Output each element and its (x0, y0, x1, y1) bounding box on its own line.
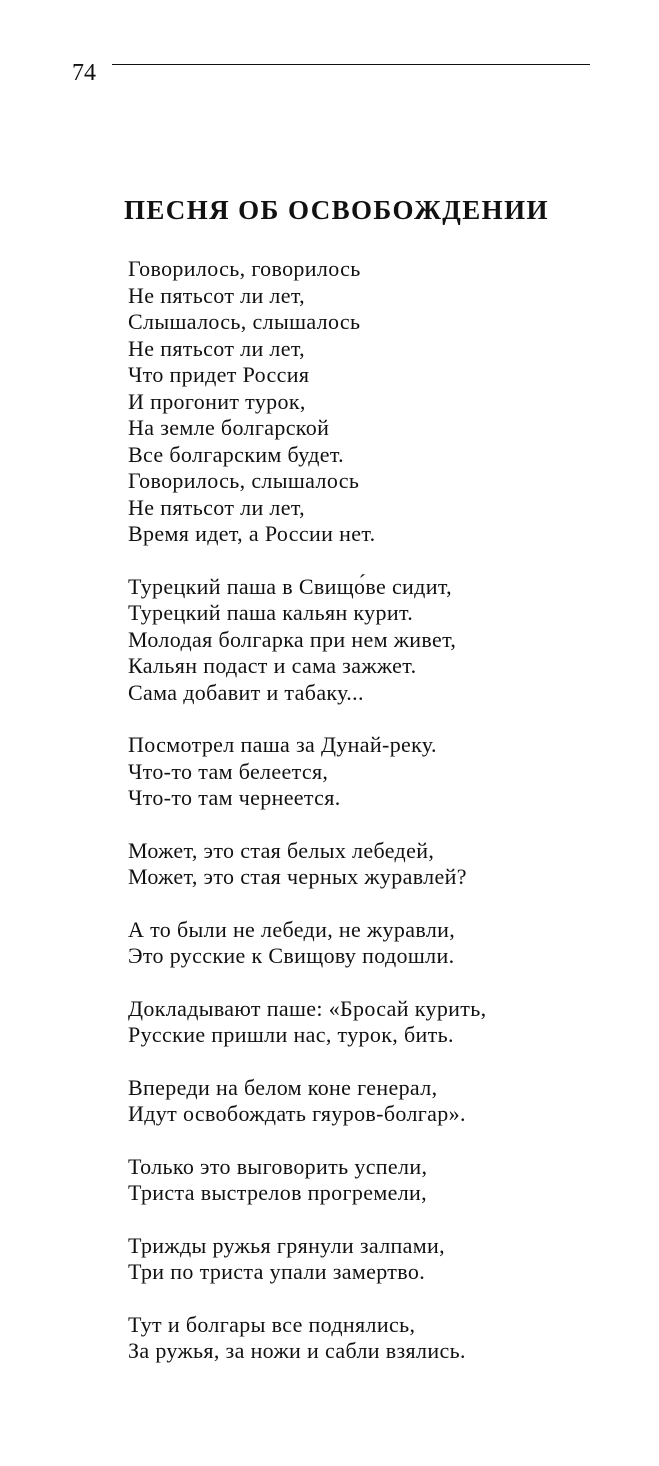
poem-line: На земле болгарской (128, 415, 330, 440)
poem-line: Время идет, а России нет. (128, 521, 376, 546)
page-number: 74 (72, 60, 96, 86)
poem-line: Только это выговорить успели, (128, 1153, 428, 1179)
poem-line: Что придет Россия (128, 362, 310, 387)
poem-line: Три по триста упали замертво. (128, 1259, 426, 1284)
poem-body (128, 256, 628, 1391)
poem-line: Впереди на белом коне генерал, (128, 1074, 438, 1100)
poem-line: Это русские к Свищову подошли. (128, 943, 455, 968)
poem-line: Слышалось, слышалось (128, 309, 361, 334)
poem-line: Говорилось, слышалось (128, 468, 360, 493)
poem-line: Тут и болгары все поднялись, (128, 1311, 416, 1337)
stanza (128, 1154, 628, 1207)
poem-line: Молодая болгарка при нем живет, (128, 626, 457, 652)
stanza (128, 574, 628, 707)
poem-line: Докладывают паше: «Бросай курить, (128, 995, 487, 1021)
stanza (128, 1312, 628, 1365)
stanza (128, 996, 628, 1049)
poem-line: И прогонит турок, (128, 388, 306, 414)
poem-line: Идут освобождать гяуров-болгар». (128, 1101, 466, 1126)
poem-line: Кальян подаст и сама зажжет. (128, 653, 417, 678)
stanza (128, 732, 628, 812)
stanza (128, 256, 628, 548)
poem-line: Говорилось, говорилось (128, 256, 361, 281)
poem-line: Может, это стая черных журавлей? (128, 864, 467, 889)
header-rule (112, 64, 590, 65)
poem-line: Турецкий паша в Свищо́ве сидит, (128, 573, 453, 599)
poem-line: За ружья, за ножи и сабли взялись. (128, 1338, 466, 1363)
poem-line: Не пятьсот ли лет, (128, 282, 306, 308)
poem-line: Что-то там белеется, (128, 758, 329, 784)
stanza (128, 838, 628, 891)
poem-line: А то были не лебеди, не журавли, (128, 916, 456, 942)
poem-line: Посмотрел паша за Дунай-реку. (128, 732, 437, 757)
stanza (128, 917, 628, 970)
stanza (128, 1075, 628, 1128)
poem-line: Не пятьсот ли лет, (128, 335, 306, 361)
poem-line: Турецкий паша кальян курит. (128, 600, 414, 625)
poem-line: Сама добавит и табаку... (128, 679, 364, 705)
poem-title: ПЕСНЯ ОБ ОСВОБОЖДЕНИИ (124, 195, 549, 225)
poem-line: Триста выстрелов прогремели, (128, 1180, 428, 1205)
poem-line: Не пятьсот ли лет, (128, 494, 306, 520)
poem-line: Русские пришли нас, турок, бить. (128, 1022, 454, 1047)
stanza (128, 1233, 628, 1286)
poem-line: Трижды ружья грянули залпами, (128, 1232, 446, 1258)
poem-line: Может, это стая белых лебедей, (128, 837, 435, 863)
poem-line: Все болгарским будет. (128, 441, 345, 467)
poem-line: Что-то там чернеется. (128, 785, 341, 810)
